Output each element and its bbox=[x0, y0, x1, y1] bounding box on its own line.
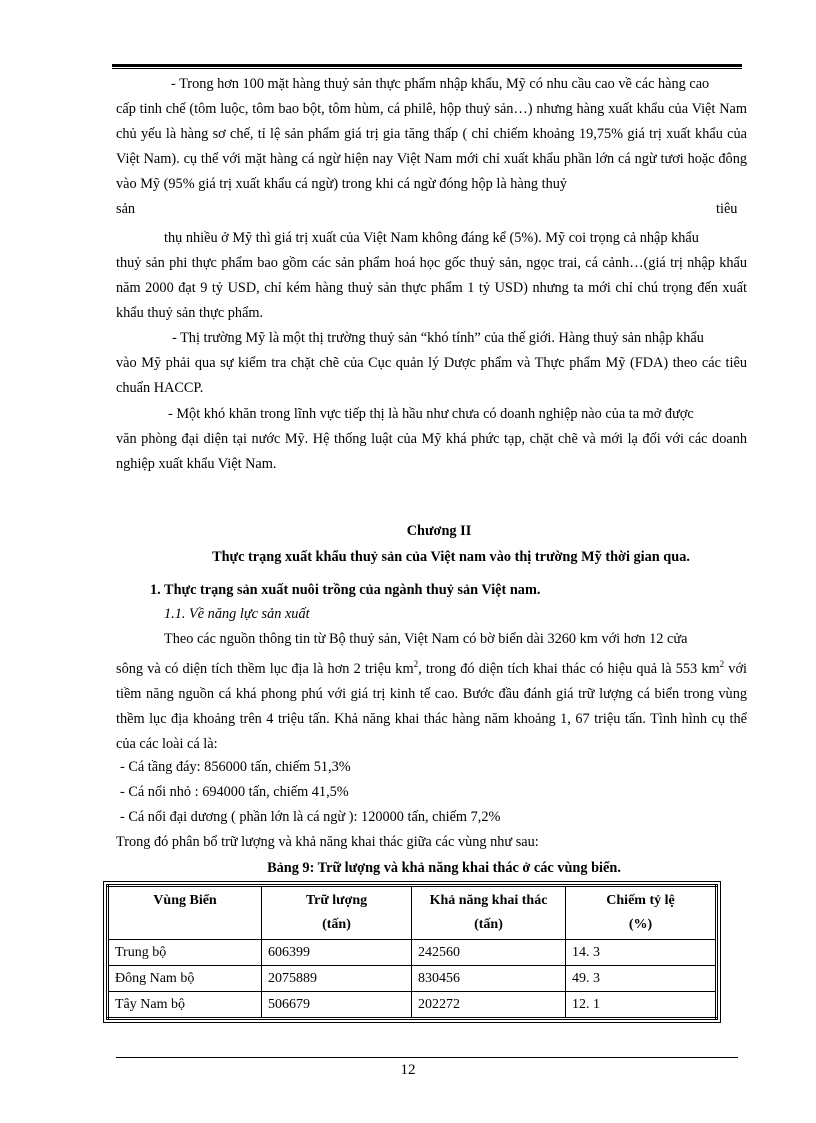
table-lead-in: Trong đó phân bổ trữ lượng và khả năng khai thác giữa các vùng như sau: bbox=[116, 834, 539, 850]
reserve-table bbox=[106, 884, 718, 1020]
paragraph-2-body: thuỷ sản phi thực phẩm bao gồm các sản phẩm hoá học gốc thuỷ sản, ngọc trai, cá cảnh…(giá trị nhập khẩu năm 2000 đạt 9 tỷ USD, chỉ kém hàng thuỷ sản thực phẩm 1 tỷ USD) nhưng ta mới chỉ chú trọng đến xuất khẩu thuỷ sản thực phẩm. bbox=[116, 255, 747, 321]
cell-percent: 14. 3 bbox=[566, 940, 717, 966]
table-header-row bbox=[108, 886, 717, 940]
paragraph-1-first-line: - Trong hơn 100 mặt hàng thuỷ sản thực phẩm nhập khẩu, Mỹ có nhu cầu cao về các hàng cao bbox=[171, 76, 710, 92]
cell-region: Đông Nam bộ bbox=[108, 966, 262, 992]
paragraph-1-body: cấp tinh chế (tôm luộc, tôm bao bột, tôm hùm, cá philê, hộp thuỷ sản…) nhưng hàng xuất khẩu của Việt Nam chủ yếu là hàng sơ chế, tỉ lệ sản phẩm giá trị gia tăng thấp ( chỉ chiếm khoảng 19,75% giá trị xuất khẩu của Việt Nam). cụ thể với mặt hàng cá ngừ hiện nay Việt Nam mới chỉ xuất khẩu phần lớn cá ngừ tươi hoặc đông vào Mỹ (95% giá trị xuất khẩu cá ngừ) trong khi cá ngừ đóng hộp là hàng thuỷ bbox=[116, 101, 747, 192]
table-row bbox=[108, 966, 717, 992]
section-heading: 1. Thực trạng sản xuất nuôi trồng của ngành thuỷ sản Việt nam. bbox=[150, 582, 541, 598]
paragraph-4-body: văn phòng đại diện tại nước Mỹ. Hệ thống luật của Mỹ khá phức tạp, chặt chẽ và mới lạ đối với các doanh nghiệp xuất khẩu Việt Nam. bbox=[116, 431, 747, 472]
chapter-title: Thực trạng xuất khẩu thuỷ sản của Việt nam vào thị trường Mỹ thời gian qua. bbox=[212, 549, 690, 565]
paragraph-3 bbox=[116, 326, 747, 401]
cell-percent: 49. 3 bbox=[566, 966, 717, 992]
table-caption: Bảng 9: Trữ lượng và khả năng khai thác ở các vùng biển. bbox=[267, 860, 621, 876]
header-capacity: Khả năng khai thác (tấn) bbox=[411, 886, 565, 940]
superscript-1: 2 bbox=[413, 659, 419, 669]
paragraph-2 bbox=[116, 226, 747, 326]
cell-reserve: 606399 bbox=[262, 940, 412, 966]
table-row bbox=[108, 940, 717, 966]
cell-capacity: 202272 bbox=[411, 992, 565, 1019]
cell-reserve: 506679 bbox=[262, 992, 412, 1019]
header-percent: Chiếm tỷ lệ (%) bbox=[566, 886, 717, 940]
footer-rule bbox=[116, 1057, 738, 1058]
section-body-rest bbox=[116, 652, 747, 757]
section-body-first-line: Theo các nguồn thông tin từ Bộ thuỷ sản, Việt Nam có bờ biển dài 3260 km với hơn 12 cửa bbox=[164, 631, 688, 647]
paragraph-1-word-right: tiêu bbox=[716, 201, 738, 217]
subsection-heading: 1.1. Về năng lực sản xuất bbox=[164, 606, 310, 622]
header-reserve: Trữ lượng (tấn) bbox=[262, 886, 412, 940]
body-text-c: với tiềm năng nguồn cá khá phong phú với giá trị kinh tế cao. Bước đầu đánh giá trữ lượng cá biển trong vùng thềm lục địa khoảng trên 4 triệu tấn. Khả năng khai thác hàng năm khoảng 1, 67 triệu tấn. Tình hình cụ thể của các loài cá là: bbox=[116, 660, 747, 752]
list-item: - Cá nổi đại dương ( phần lớn là cá ngừ ): 120000 tấn, chiếm 7,2% bbox=[120, 809, 501, 825]
page-number: 12 bbox=[400, 1062, 416, 1078]
paragraph-1 bbox=[116, 72, 747, 197]
paragraph-4-first-line: - Một khó khăn trong lĩnh vực tiếp thị là hầu như chưa có doanh nghiệp nào của ta mở được bbox=[168, 406, 694, 422]
paragraph-3-first-line: - Thị trường Mỹ là một thị trường thuỷ sản “khó tính” của thế giới. Hàng thuỷ sản nhập khẩu bbox=[172, 330, 704, 346]
paragraph-4 bbox=[116, 402, 747, 477]
cell-percent: 12. 1 bbox=[566, 992, 717, 1019]
paragraph-3-body: vào Mỹ phải qua sự kiểm tra chặt chẽ của Cục quản lý Dược phẩm và Thực phẩm Mỹ (FDA) theo các tiêu chuẩn HACCP. bbox=[116, 355, 747, 396]
header-region: Vùng Biển bbox=[108, 886, 262, 940]
body-text-b: , trong đó diện tích khai thác có hiệu quả là 553 km bbox=[418, 660, 720, 677]
header-rule bbox=[112, 64, 742, 69]
chapter-number: Chương II bbox=[406, 523, 472, 539]
cell-region: Trung bộ bbox=[108, 940, 262, 966]
cell-reserve: 2075889 bbox=[262, 966, 412, 992]
cell-capacity: 830456 bbox=[411, 966, 565, 992]
section-body bbox=[116, 627, 747, 757]
body-text-a: sông và có diện tích thềm lục địa là hơn 2 triệu km bbox=[116, 660, 414, 677]
list-item: - Cá nổi nhỏ : 694000 tấn, chiếm 41,5% bbox=[120, 784, 349, 800]
superscript-2: 2 bbox=[719, 659, 725, 669]
cell-capacity: 242560 bbox=[411, 940, 565, 966]
list-item: - Cá tầng đáy: 856000 tấn, chiếm 51,3% bbox=[120, 759, 351, 775]
cell-region: Tây Nam bộ bbox=[108, 992, 262, 1019]
table-row bbox=[108, 992, 717, 1019]
paragraph-2-first-line: thụ nhiều ở Mỹ thì giá trị xuất của Việt Nam không đáng kể (5%). Mỹ coi trọng cả nhập khẩu bbox=[164, 230, 699, 246]
paragraph-1-word-left: sản bbox=[116, 201, 136, 217]
